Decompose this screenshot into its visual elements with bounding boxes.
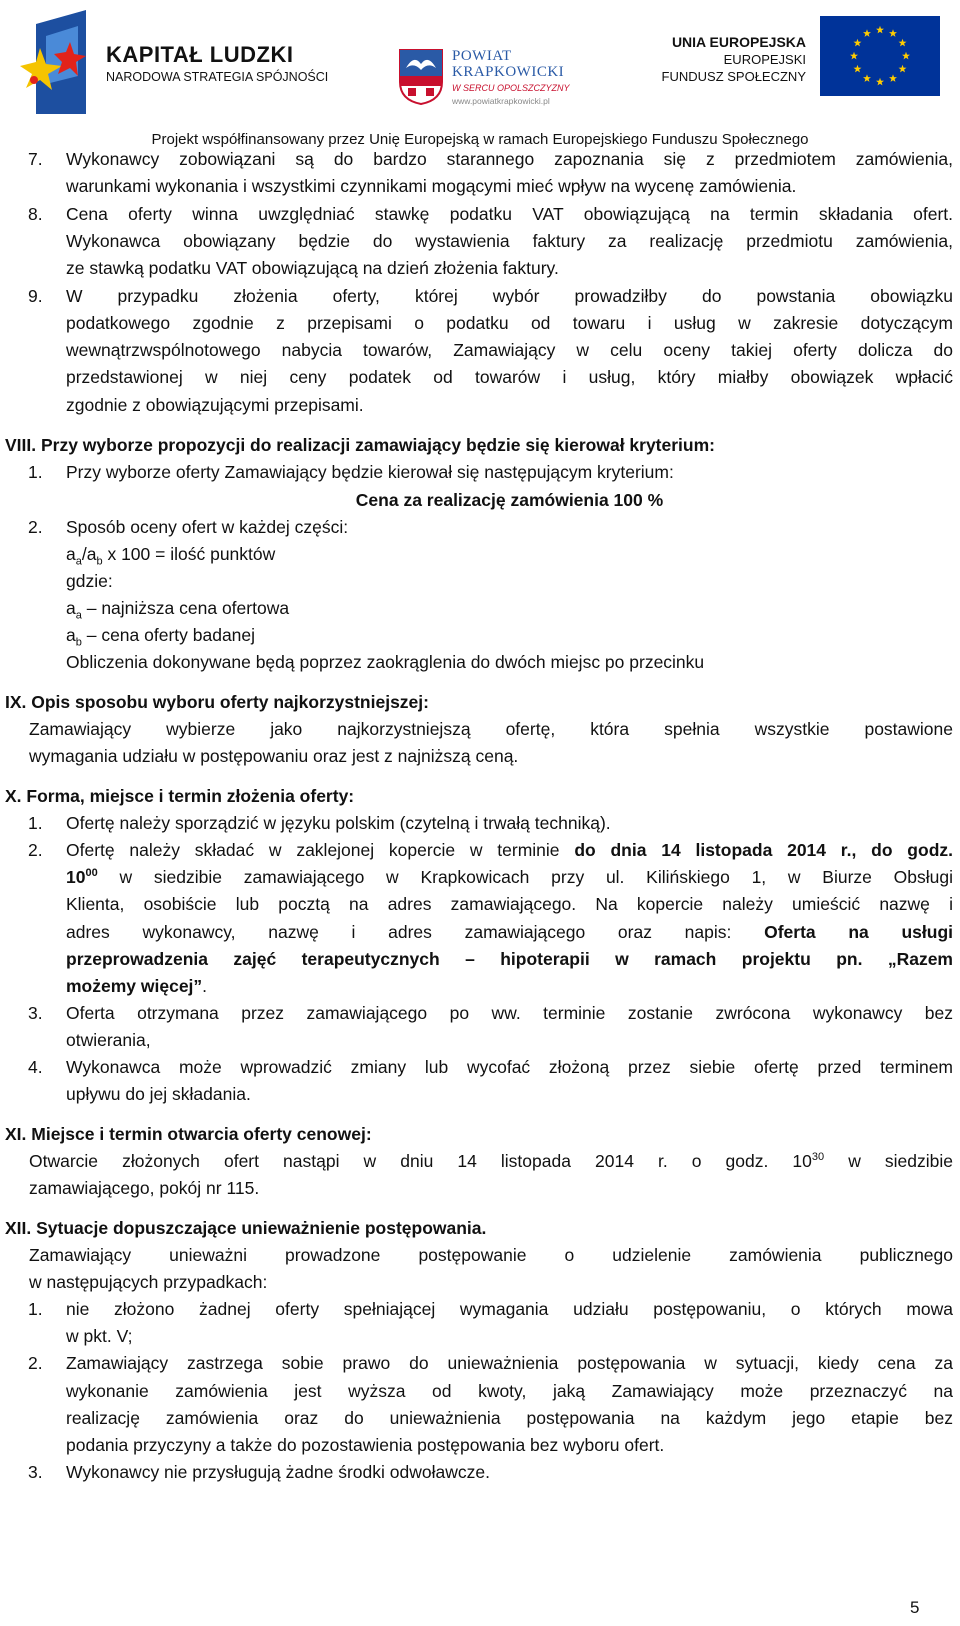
paragraph-line: podatkowego zgodnie z przepisami o podatku od towaru i usług w zakresie dotyczącym bbox=[66, 313, 953, 333]
list-number: 1. bbox=[28, 813, 43, 833]
list-number: 4. bbox=[28, 1057, 43, 1077]
paragraph-line: Ofertę należy sporządzić w języku polskim (czytelną i trwałą techniką). bbox=[66, 813, 611, 833]
paragraph-line: $10^{00}$ w siedzibie zamawiającego w Krapkowicach przy ul. Kilińskiego 1, w Biurze Obsługi bbox=[66, 867, 953, 887]
list-number: 1. bbox=[28, 462, 43, 482]
section-heading-xii: XII. Sytuacje dopuszczające unieważnienie postępowania. bbox=[5, 1218, 487, 1238]
paragraph-line: Wykonawcy zobowiązani są do bardzo starannego zapoznania się z przedmiotem zamówienia, bbox=[66, 149, 953, 169]
project-cofinancing-line: Projekt współfinansowany przez Unię Europejską w ramach Europejskiego Funduszu Społecznego bbox=[151, 131, 809, 148]
eu-flag-icon bbox=[820, 16, 940, 96]
list-number: 7. bbox=[28, 149, 43, 169]
list-number: 2. bbox=[28, 840, 43, 860]
paragraph-line: adres wykonawcy, nazwę i adres zamawiającego oraz napis: Oferta na usługi bbox=[66, 922, 953, 942]
section-heading-xi: XI. Miejsce i termin otwarcia oferty cenowej: bbox=[5, 1124, 372, 1144]
kapital-ludzki-subtitle: NARODOWA STRATEGIA SPÓJNOŚCI bbox=[106, 70, 329, 84]
section-heading-x: X. Forma, miejsce i termin złożenia oferty: bbox=[5, 786, 355, 806]
paragraph-line: podania przyczyny a także do pozostawienia postępowania bez wyboru ofert. bbox=[66, 1435, 665, 1455]
paragraph-line: Zamawiający unieważni prowadzone postępowanie o udzielenie zamówienia publicznego bbox=[29, 1245, 953, 1265]
paragraph-line: Otwarcie złożonych ofert nastąpi w dniu 14 listopada 2014 r. o godz. $10^{30}$ w siedzibie bbox=[29, 1151, 953, 1171]
section-heading-ix: IX. Opis sposobu wyboru oferty najkorzystniejszej: bbox=[5, 692, 429, 712]
paragraph-line: Wykonawca obowiązany będzie do wystawienia faktury za realizację przedmiotu zamówienia, bbox=[66, 231, 953, 251]
paragraph-line: Wykonawcy nie przysługują żadne środki odwoławcze. bbox=[66, 1462, 490, 1482]
paragraph-line: w pkt. V; bbox=[66, 1326, 133, 1346]
paragraph-line: zgodnie z obowiązującymi przepisami. bbox=[66, 395, 364, 415]
paragraph-line: Przy wyborze oferty Zamawiający będzie kierował się następującym kryterium: bbox=[66, 462, 674, 482]
paragraph-line: gdzie: bbox=[66, 571, 113, 591]
paragraph-line: w następujących przypadkach: bbox=[29, 1272, 268, 1292]
paragraph-line: możemy więcej”. bbox=[66, 976, 208, 996]
paragraph-line: Sposób oceny ofert w każdej części: bbox=[66, 517, 349, 537]
definition-line: $a_b$ – cena oferty badanej bbox=[66, 625, 256, 649]
list-number: 2. bbox=[28, 1353, 43, 1373]
paragraph-line: Klienta, osobiście lub pocztą na adres zamawiającego. Na kopercie należy umieścić nazwę i bbox=[66, 894, 953, 914]
page-header bbox=[0, 0, 960, 150]
paragraph-line: warunkami wykonania i wszystkimi czynnikami mogącymi mieć wpływ na wycenę zamówienia. bbox=[66, 176, 797, 196]
section-heading-viii: VIII. Przy wyborze propozycji do realizacji zamawiający będzie się kierował kryterium: bbox=[5, 435, 715, 455]
eu-label-1: UNIA EUROPEJSKA bbox=[671, 34, 806, 50]
paragraph-line: Ofertę należy składać w zaklejonej kopercie w terminie do dnia 14 listopada 2014 r., do godz. bbox=[66, 840, 953, 860]
paragraph-line: Cena oferty winna uwzględniać stawkę podatku VAT obowiązującą na termin składania ofert. bbox=[66, 204, 953, 224]
paragraph-line: W przypadku złożenia oferty, której wybór prowadziłby do powstania obowiązku bbox=[66, 286, 953, 306]
list-number: 3. bbox=[28, 1003, 43, 1023]
eu-label-3: FUNDUSZ SPOŁECZNY bbox=[661, 69, 806, 84]
paragraph-line: Zamawiający zastrzega sobie prawo do unieważnienia postępowania w sytuacji, kiedy cena za bbox=[66, 1353, 953, 1373]
paragraph-line: wykonanie zamówienia jest wyższa od kwoty, jaką Zamawiający może przeznaczyć na bbox=[66, 1381, 953, 1401]
powiat-krapkowicki-crest-icon bbox=[398, 48, 444, 106]
paragraph-line: Oferta otrzymana przez zamawiającego po ww. terminie zostanie zwrócona wykonawcy bez bbox=[66, 1003, 953, 1023]
paragraph-line: upływu do jej składania. bbox=[66, 1084, 251, 1104]
kapital-ludzki-logo bbox=[14, 6, 94, 118]
eu-label-2: EUROPEJSKI bbox=[723, 52, 806, 67]
criterion-line: Cena za realizację zamówienia 100 % bbox=[355, 490, 664, 510]
paragraph-line: Wykonawca może wprowadzić zmiany lub wycofać złożoną przez siebie ofertę przed terminem bbox=[66, 1057, 953, 1077]
list-number: 8. bbox=[28, 204, 43, 224]
list-number: 1. bbox=[28, 1299, 43, 1319]
powiat-tagline: W SERCU OPOLSZCZYZNY bbox=[452, 83, 570, 93]
paragraph-line: ze stawką podatku VAT obowiązującą na dzień złożenia faktury. bbox=[66, 258, 559, 278]
powiat-name-line2: KRAPKOWICKI bbox=[452, 64, 565, 80]
paragraph-line: wymagania udziału w postępowaniu oraz jest z najniższą ceną. bbox=[29, 746, 519, 766]
paragraph-line: Zamawiający wybierze jako najkorzystniejszą ofertę, która spełnia wszystkie postawione bbox=[29, 719, 953, 739]
paragraph-line: Obliczenia dokonywane będą poprzez zaokrąglenia do dwóch miejsc po przecinku bbox=[66, 652, 705, 672]
definition-line: $a_a$ – najniższa cena ofertowa bbox=[66, 598, 290, 622]
list-number: 3. bbox=[28, 1462, 43, 1482]
paragraph-line: zamawiającego, pokój nr 115. bbox=[29, 1178, 260, 1198]
paragraph-line: wewnątrzwspólnotowego nabycia towarów, Zamawiający w celu oceny takiej oferty dolicza do bbox=[66, 340, 953, 360]
list-number: 2. bbox=[28, 517, 43, 537]
formula-line: $a_a/a_b$ x 100 = ilość punktów bbox=[66, 544, 276, 568]
kapital-ludzki-title: KAPITAŁ LUDZKI bbox=[106, 42, 294, 67]
powiat-website: www.powiatkrapkowicki.pl bbox=[452, 96, 550, 106]
powiat-name-line1: POWIAT bbox=[452, 48, 512, 64]
paragraph-line: otwierania, bbox=[66, 1030, 151, 1050]
list-number: 9. bbox=[28, 286, 43, 306]
paragraph-line: przeprowadzenia zajęć terapeutycznych – hipoterapii w ramach projektu pn. „Razem bbox=[66, 949, 953, 969]
paragraph-line: przedstawionej w niej ceny podatek od towarów i usług, który miałby obowiązek wpłacić bbox=[66, 367, 953, 387]
paragraph-line: nie złożono żadnej oferty spełniającej wymagania udziału postępowaniu, o których mowa bbox=[66, 1299, 953, 1319]
paragraph-line: realizację zamówienia oraz do unieważnienia postępowania na każdym jego etapie bez bbox=[66, 1408, 953, 1428]
page-number: 5 bbox=[910, 1598, 920, 1617]
